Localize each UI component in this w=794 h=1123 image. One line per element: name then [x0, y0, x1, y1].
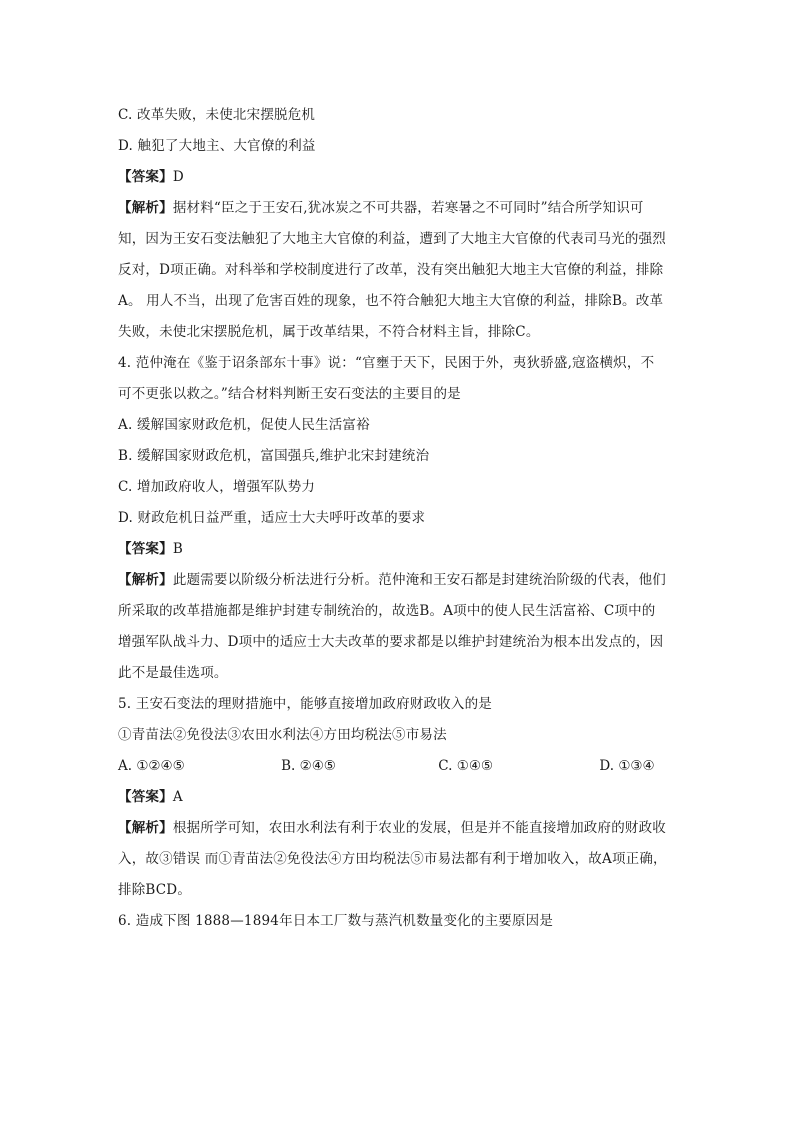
- q5-analysis: [118, 813, 678, 906]
- analysis-line: 排除BCD。: [118, 882, 192, 898]
- q5-answer: [118, 782, 678, 813]
- q6-stem: 6. 造成下图 1888—1894年日本工厂数与蒸汽机数量变化的主要原因是: [118, 913, 554, 929]
- q5-stem: 5. 王安石变法的理财措施中，能够直接增加政府财政收入的是: [118, 696, 492, 712]
- answer-label: 【答案】: [118, 789, 173, 805]
- analysis-line: 据材料“臣之于王安石,犹冰炭之不可共器，若寒暑之不可同时”结合所学知识可: [172, 200, 644, 216]
- q4-option-a: A. 缓解国家财政危机，促使人民生活富裕: [118, 417, 370, 433]
- analysis-line: 增强军队战斗力、D项中的适应士大夫改革的要求都是以维护封建统治为根本出发点的，因: [118, 634, 664, 650]
- analysis-line: 入，故③错误 而①青苗法②免役法④方田均税法⑤市易法都有利于增加收入，故A项正确，: [118, 851, 667, 867]
- q3-option-c: C. 改革失败，未使北宋摆脱危机: [118, 107, 316, 123]
- analysis-line: A。 用人不当，出现了危害百姓的现象，也不符合触犯大地主大官僚的利益，排除B。改革: [118, 293, 664, 309]
- answer-value: B: [172, 541, 183, 557]
- q5-option-c: C. ①④⑤: [438, 758, 494, 774]
- q4-analysis: [118, 565, 678, 689]
- q4-answer: [118, 534, 678, 565]
- q4-option-b: B. 缓解国家财政危机，富国强兵,维护北宋封建统治: [118, 448, 430, 464]
- analysis-line: 反对，D项正确。对科举和学校制度进行了改革，没有突出触犯大地主大官僚的利益，排除: [118, 262, 664, 278]
- question-stem-line: 可不更张以救之。”结合材料判断王安石变法的主要目的是: [118, 386, 461, 402]
- q3-analysis: [118, 193, 678, 348]
- q5-option-a: A. ①②④⑤: [118, 758, 185, 774]
- analysis-line: 根据所学可知，农田水利法有利于农业的发展，但是并不能直接增加政府的财政收: [172, 820, 667, 836]
- answer-label: 【答案】: [118, 169, 173, 185]
- q4-option-d: D. 财政危机日益严重，适应士大夫呼吁改革的要求: [118, 510, 426, 526]
- q5-option-b: B. ②④⑤: [281, 758, 336, 774]
- q3-option-d: D. 触犯了大地主、大官僚的利益: [118, 138, 316, 154]
- q5-option-d: D. ①③④: [599, 758, 655, 774]
- q5-options: [118, 751, 678, 782]
- analysis-label: 【解析】: [118, 820, 173, 836]
- answer-value: A: [172, 789, 183, 805]
- analysis-label: 【解析】: [118, 200, 173, 216]
- analysis-line: 知，因为王安石变法触犯了大地主大官僚的利益，遭到了大地主大官僚的代表司马光的强烈: [118, 231, 666, 247]
- q3-answer: [118, 162, 678, 193]
- answer-value: D: [172, 169, 184, 185]
- answer-label: 【答案】: [118, 541, 173, 557]
- analysis-line: 失败，未使北宋摆脱危机，属于改革结果，不符合材料主旨，排除C。: [118, 324, 540, 340]
- document-page: [118, 100, 678, 937]
- analysis-line: 此题需要以阶级分析法进行分析。范仲淹和王安石都是封建统治阶级的代表，他们: [172, 572, 667, 588]
- question-stem-line: 4. 范仲淹在《鉴于诏条部东十事》说：“官壅于天下，民困于外，夷狄骄盛,寇盗横炽，不: [118, 355, 655, 371]
- q4-stem: [118, 348, 678, 410]
- analysis-line: 所采取的改革措施都是维护封建专制统治的，故选B。A项中的使人民生活富裕、C项中的: [118, 603, 656, 619]
- analysis-line: 此不是最佳选项。: [118, 665, 228, 681]
- q4-option-c: C. 增加政府收人，增强军队势力: [118, 479, 316, 495]
- q5-sub-stem: ①青苗法②免役法③农田水利法④方田均税法⑤市易法: [118, 727, 447, 743]
- analysis-label: 【解析】: [118, 572, 173, 588]
